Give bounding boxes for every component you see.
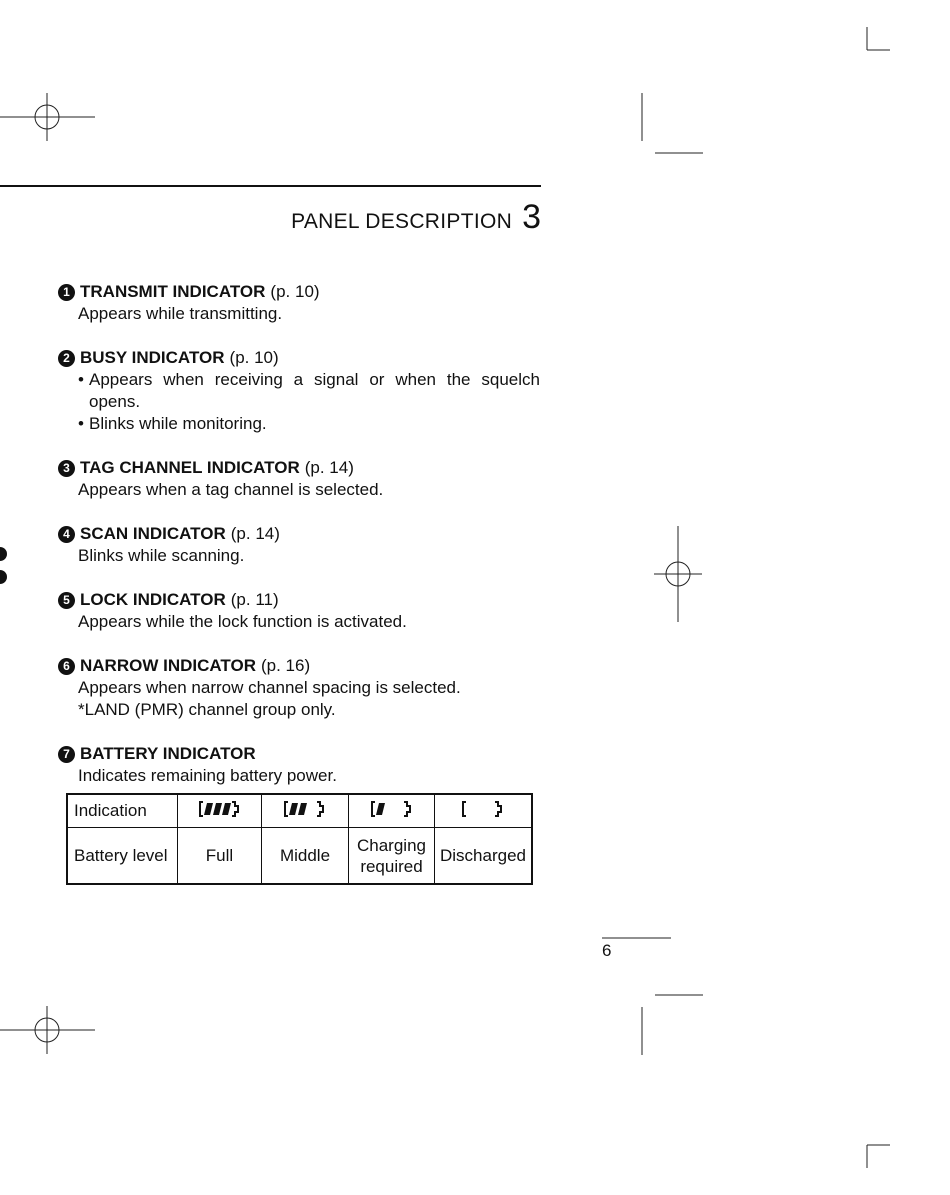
number-badge: 1 [58, 284, 75, 301]
page-reference: (p. 10) [229, 348, 279, 367]
crop-mark-top-right [867, 27, 890, 50]
cell-line: required [360, 856, 423, 876]
edge-bullet-mark [0, 547, 7, 561]
item-title: TAG CHANNEL INDICATOR [80, 458, 300, 477]
bullet-text: Blinks while monitoring. [89, 414, 267, 433]
list-item [58, 589, 540, 633]
list-item [58, 743, 540, 787]
number-badge: 2 [58, 350, 75, 367]
bullet-dot: • [78, 370, 84, 389]
battery-middle-icon [284, 800, 326, 818]
table-cell: Middle [262, 828, 349, 885]
registration-crosshair-right [654, 526, 702, 622]
item-title: BUSY INDICATOR [80, 348, 225, 367]
table-row [67, 794, 532, 828]
battery-low-icon [371, 800, 413, 818]
table-cell [262, 794, 349, 828]
table-header-cell: Indication [67, 794, 178, 828]
bullet-item [58, 369, 540, 413]
item-title: SCAN INDICATOR [80, 524, 226, 543]
item-title: LOCK INDICATOR [80, 590, 226, 609]
bullet-text: Appears when receiving a signal or when the squelch [89, 370, 540, 389]
crop-mark-bottom-inner [642, 995, 703, 1055]
item-description: Appears when narrow channel spacing is selected. [78, 678, 461, 697]
list-item [58, 457, 540, 501]
item-description: Appears while the lock function is activated. [78, 612, 407, 631]
table-row [67, 828, 532, 885]
table-cell: Discharged [435, 828, 533, 885]
bullet-text-continued: opens. [89, 392, 141, 411]
table-cell [178, 794, 262, 828]
number-badge: 5 [58, 592, 75, 609]
item-note: *LAND (PMR) channel group only. [78, 700, 336, 719]
header-rule [0, 185, 541, 187]
crop-mark-top-inner [642, 93, 703, 153]
page-reference: (p. 16) [260, 656, 311, 675]
registration-crosshair-bottom-left [0, 1006, 95, 1054]
item-description: Appears when a tag channel is selected. [78, 480, 384, 499]
page-reference: (p. 14) [230, 524, 280, 543]
registration-crosshair-top-left [0, 93, 95, 141]
list-item [58, 281, 540, 325]
number-badge: 6 [58, 658, 75, 675]
table-cell [349, 828, 435, 885]
section-title: PANEL DESCRIPTION [291, 210, 513, 233]
table-cell: Full [178, 828, 262, 885]
battery-full-icon [199, 800, 241, 818]
table-header-cell: Battery level [67, 828, 178, 885]
section-header [0, 198, 541, 237]
list-item [58, 347, 540, 435]
table-cell [435, 794, 533, 828]
battery-empty-icon [462, 800, 504, 818]
page-reference: (p. 14) [304, 458, 354, 477]
item-description: Appears while transmitting. [78, 304, 283, 323]
item-title: NARROW INDICATOR [80, 656, 256, 675]
page-number: 6 [602, 941, 612, 960]
number-badge: 7 [58, 746, 75, 763]
battery-indicator-table [66, 793, 533, 885]
table-cell [349, 794, 435, 828]
bullet-item [58, 413, 540, 435]
indicator-descriptions [58, 281, 540, 809]
item-title: BATTERY INDICATOR [80, 744, 256, 763]
cell-line: Charging [357, 835, 426, 855]
crop-mark-bottom-right [867, 1145, 890, 1168]
page-reference: (p. 10) [270, 282, 320, 301]
item-description: Indicates remaining battery power. [78, 766, 337, 785]
edge-bullet-mark [0, 570, 7, 584]
page-reference: (p. 11) [230, 590, 279, 609]
item-description: Blinks while scanning. [78, 546, 245, 565]
section-number: 3 [522, 198, 541, 236]
list-item [58, 523, 540, 567]
bullet-dot: • [78, 414, 84, 433]
number-badge: 4 [58, 526, 75, 543]
number-badge: 3 [58, 460, 75, 477]
list-item [58, 655, 540, 721]
item-title: TRANSMIT INDICATOR [80, 282, 266, 301]
